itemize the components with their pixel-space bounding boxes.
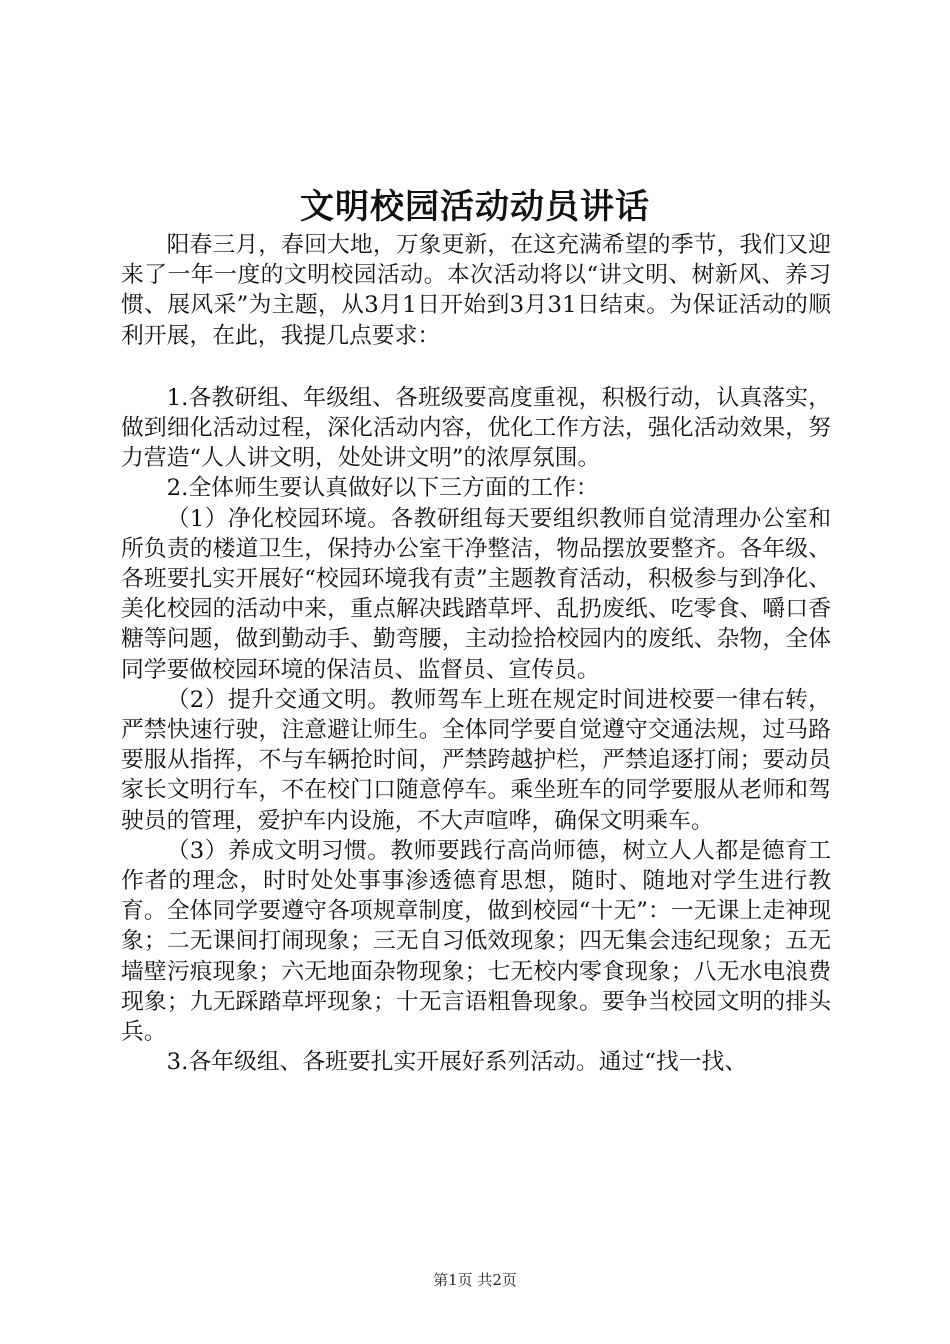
paragraph-requirement-3: 3.各年级组、各班要扎实开展好系列活动。通过“找一找、 — [166, 1049, 748, 1076]
paragraph-item-3: （3）养成文明习惯。教师要践行高尚师德，树立人人都是德育工作者的理念，时时处处事事渗透德育思想，随时、随地对学生进行教育。全体同学要遵守各项规章制度，做到校园“十无”：一无课上走神现象；二无课间打闹现象；三无自习低效现象；四无集会违纪现象；五无墙壁污痕现象；六无地面杂物现象；七无校内零食现象；八无水电浪费现象；九无踩踏草坪现象；十无言语粗鲁现象。要争当校园文明的排头兵。 — [121, 837, 831, 1046]
paragraph-requirement-1: 1.各教研组、年级组、各班级要高度重视，积极行动，认真落实，做到细化活动过程，深化活动内容，优化工作方法，强化活动效果，努力营造“人人讲文明，处处讲文明”的浓厚氛围。 — [121, 384, 831, 472]
paragraph-intro: 阳春三月，春回大地，万象更新，在这充满希望的季节，我们又迎来了一年一度的文明校园活动。本次活动将以“讲文明、树新风、养习惯、展风采”为主题，从3月1日开始到3月31日结束。为保证活动的顺利开展，在此，我提几点要求： — [121, 232, 831, 349]
paragraph-requirement-2: 2.全体师生要认真做好以下三方面的工作： — [166, 475, 599, 502]
page-number-footer: 第1页 共2页 — [433, 1271, 517, 1289]
document-title: 文明校园活动动员讲话 — [300, 187, 650, 227]
paragraph-item-1: （1）净化校园环境。各教研组每天要组织教师自觉清理办公室和所负责的楼道卫生，保持办公室干净整洁，物品摆放要整齐。各年级、各班要扎实开展好“校园环境我有责”主题教育活动，积极参与到净化、美化校园的活动中来，重点解决践踏草坪、乱扔废纸、吃零食、嚼口香糖等问题，做到勤动手、勤弯腰，主动捡拾校园内的废纸、杂物，全体同学要做校园环境的保洁员、监督员、宣传员。 — [121, 505, 831, 683]
paragraph-item-2: （2）提升交通文明。教师驾车上班在规定时间进校要一律右转，严禁快速行驶，注意避让师生。全体同学要自觉遵守交通法规，过马路要服从指挥，不与车辆抢时间，严禁跨越护栏，严禁追逐打闹；要动员家长文明行车，不在校门口随意停车。乘坐班车的同学要服从老师和驾驶员的管理，爱护车内设施，不大声喧哗，确保文明乘车。 — [121, 686, 831, 834]
document-body — [121, 230, 831, 1077]
